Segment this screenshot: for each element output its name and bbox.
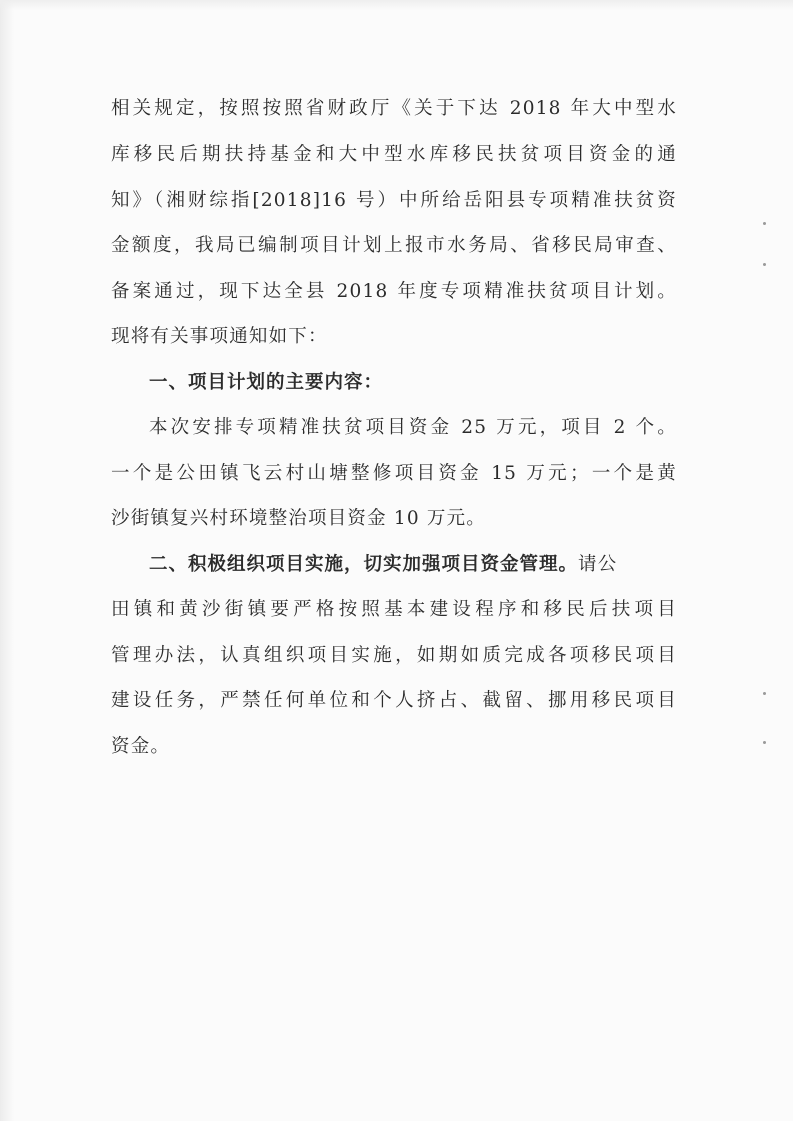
scan-edge	[0, 0, 14, 1121]
body-line: 库移民后期扶持基金和大中型水库移民扶贫项目资金的通	[111, 144, 677, 165]
scan-speck	[763, 692, 766, 695]
body-line: 田镇和黄沙街镇要严格按照基本建设程序和移民后扶项目	[111, 599, 677, 620]
body-line: 知》（湘财综指[2018]16 号）中所给岳阳县专项精准扶贫资	[111, 190, 677, 211]
body-text: 请公	[578, 554, 618, 575]
body-line: 一个是公田镇飞云村山塘整修项目资金 15 万元；一个是黄	[111, 463, 677, 484]
scan-edge-top	[0, 0, 793, 10]
body-line: 现将有关事项通知如下：	[111, 326, 328, 347]
scan-speck	[763, 222, 766, 225]
scan-speck	[763, 263, 766, 266]
body-line: 资金。	[111, 736, 171, 757]
body-line: 本次安排专项精准扶贫项目资金 25 万元，项目 2 个。	[149, 417, 677, 438]
body-line: 相关规定，按照按照省财政厅《关于下达 2018 年大中型水	[111, 98, 677, 119]
section-paragraph-start	[149, 551, 677, 579]
body-line: 建设任务，严禁任何单位和个人挤占、截留、挪用移民项目	[111, 690, 677, 711]
body-line: 备案通过，现下达全县 2018 年度专项精准扶贫项目计划。	[111, 281, 677, 302]
body-line: 沙街镇复兴村环境整治项目资金 10 万元。	[111, 508, 487, 529]
section-heading: 一、项目计划的主要内容：	[149, 372, 384, 393]
scan-speck	[763, 741, 766, 744]
body-line: 管理办法，认真组织项目实施，如期如质完成各项移民项目	[111, 645, 677, 666]
body-line: 金额度，我局已编制项目计划上报市水务局、省移民局审查、	[111, 235, 677, 256]
section-heading: 二、积极组织项目实施，切实加强项目资金管理。	[149, 554, 579, 575]
